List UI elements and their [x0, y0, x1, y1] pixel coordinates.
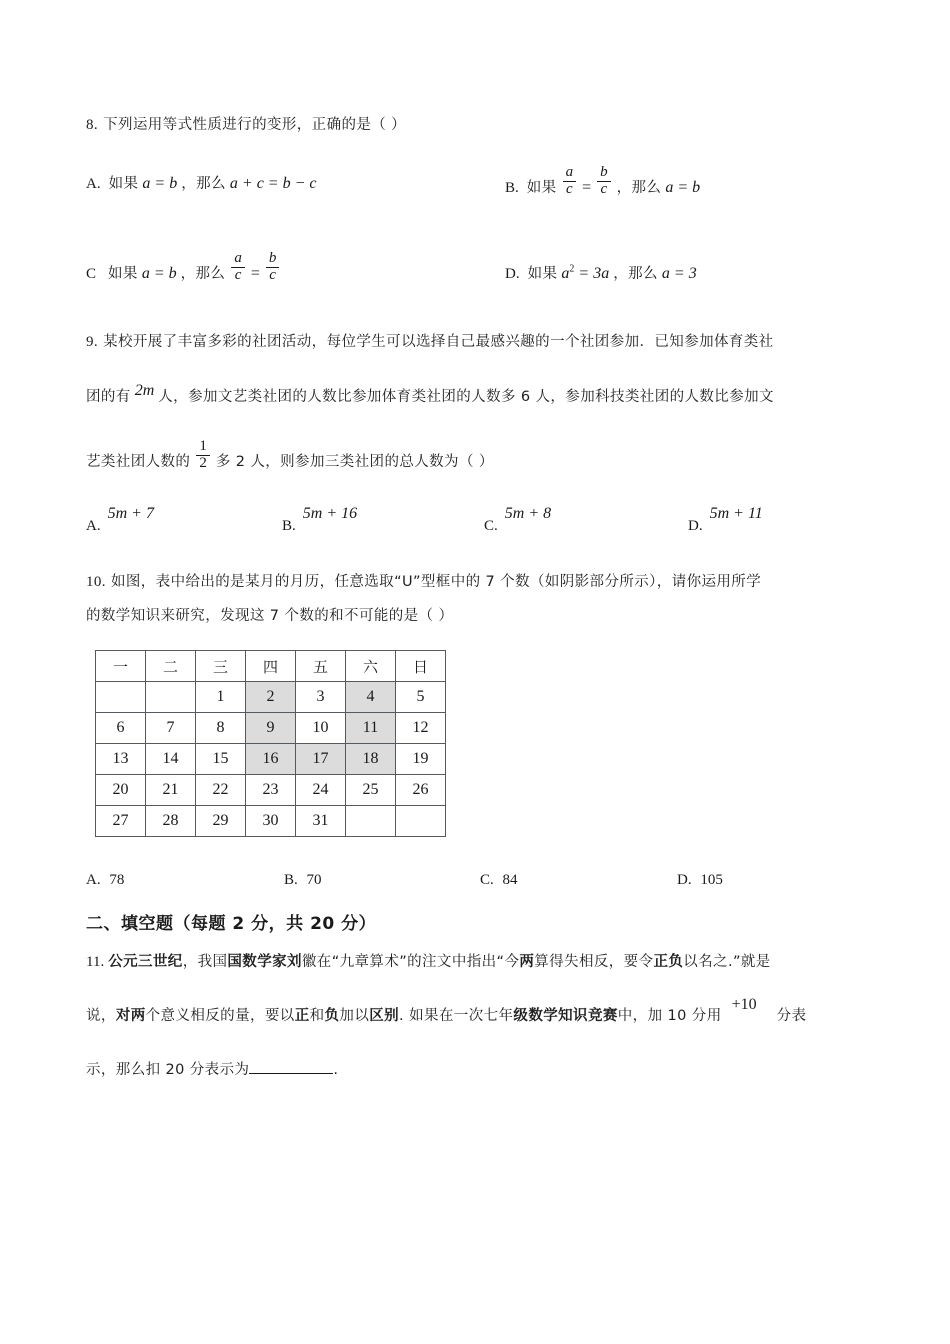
q11-text-char: 一: [453, 1008, 469, 1024]
calendar-day-cell: 28: [146, 806, 196, 837]
q9-option-c-value: 5m + 8: [504, 505, 552, 522]
q10-option-d-value: 105: [700, 872, 723, 888]
option-a-expr2: a + c = b − c: [229, 175, 317, 192]
q10-option-a-label: A.: [86, 872, 101, 888]
calendar-row: [96, 775, 446, 806]
option-b-denominator-2: c: [600, 180, 608, 197]
q9-option-b-value: 5m + 16: [302, 505, 358, 522]
question-10-number: 10.: [86, 574, 106, 590]
question-8-option-c[interactable]: [86, 249, 281, 291]
question-8-number: 8.: [86, 117, 99, 133]
calendar-day-cell-shaded: 16: [246, 744, 296, 775]
q11-text-char: 要: [264, 1008, 280, 1024]
calendar-body: [96, 651, 446, 837]
q9-option-b-label: B.: [282, 518, 296, 534]
calendar-day-cell: [96, 682, 146, 713]
q11-text-char: 竞: [587, 1008, 603, 1024]
q10-option-c-value: 84: [502, 872, 518, 888]
q11-text-char: 赛: [602, 1008, 618, 1024]
calendar-day-cell-shaded: 4: [346, 682, 396, 713]
calendar-table: [95, 650, 446, 837]
question-9-line-2-prefix: 团的有: [86, 389, 131, 405]
calendar-row: [96, 744, 446, 775]
question-9-line-1: [86, 330, 774, 351]
question-11-line-1-text: [108, 954, 770, 970]
q9-option-d-value: 5m + 11: [709, 505, 763, 522]
q11-text-char: ，: [249, 1008, 265, 1024]
q11-text-char: 负: [324, 1008, 340, 1024]
option-d-expr-base: a: [561, 265, 570, 282]
question-8-stem: [86, 113, 406, 134]
q11-text-char: 正: [294, 1008, 310, 1024]
option-b-fraction-2: [597, 165, 611, 198]
question-11-line-2-tail: 分表: [776, 1008, 807, 1024]
q11-text-char: 用: [706, 1008, 722, 1024]
calendar-day-cell: 23: [246, 775, 296, 806]
calendar-day-cell: 25: [346, 775, 396, 806]
question-9-line-2: [86, 382, 774, 406]
q11-text-char: 级: [513, 1008, 529, 1024]
q11-text-char: 如: [409, 1008, 424, 1024]
option-a-prefix: 如果: [108, 176, 139, 192]
question-8-option-b[interactable]: [505, 163, 701, 205]
calendar-row: [96, 682, 446, 713]
question-10-option-b[interactable]: [284, 872, 322, 889]
calendar-header-row: [96, 651, 446, 682]
option-b-equals: =: [582, 178, 592, 196]
question-11-value-plus-ten: +10: [731, 996, 757, 1013]
q11-text-char: 量: [235, 1008, 250, 1024]
calendar-day-cell: 15: [196, 744, 246, 775]
q9-option-c-label: C.: [484, 518, 498, 534]
section-heading-fill-in-blank: 二、填空题（每题 2 分，共 20 分）: [86, 914, 377, 934]
calendar-day-cell-shaded: 2: [246, 682, 296, 713]
calendar-header-cell: 日: [396, 651, 446, 682]
q11-text-char: 相: [190, 1008, 206, 1024]
option-c-denominator-1: c: [234, 266, 242, 283]
q11-text-char: .: [399, 1008, 405, 1024]
question-10-option-a[interactable]: [86, 872, 124, 889]
question-9-option-a[interactable]: [86, 505, 154, 534]
q11-text-run: 以名之.”就是: [683, 954, 771, 970]
calendar-day-cell: 30: [246, 806, 296, 837]
q11-text-char: ，: [632, 1008, 648, 1024]
calendar-day-cell-shaded: 18: [346, 744, 396, 775]
q11-text-char: 年: [498, 1008, 514, 1024]
question-9-fraction-denominator: 2: [199, 454, 207, 471]
calendar-day-cell: 19: [396, 744, 446, 775]
option-d-expr2: a = 3: [661, 265, 697, 282]
calendar-day-cell-shaded: 11: [346, 713, 396, 744]
q9-option-a-label: A.: [86, 518, 101, 534]
q11-text-char: 中: [617, 1008, 633, 1024]
option-c-prefix: 如果: [108, 265, 138, 282]
question-11-line-2-text: [86, 1008, 722, 1024]
calendar-day-cell-shaded: 17: [296, 744, 346, 775]
q11-text-char: 1: [667, 1008, 678, 1024]
q9-option-d-label: D.: [688, 518, 703, 534]
question-9-line-3-rest: 多 2 人，则参加三类社团的总人数为（ ）: [215, 453, 494, 470]
option-b-denominator-1: c: [565, 180, 573, 197]
q10-option-a-value: 78: [109, 872, 125, 888]
q11-text-char: 知: [558, 1008, 574, 1024]
q11-text-run: 正负: [653, 954, 684, 970]
q11-text-char: 说: [86, 1008, 101, 1024]
calendar-header-cell: 一: [96, 651, 146, 682]
calendar-day-cell: 7: [146, 713, 196, 744]
question-11-number: 11.: [86, 954, 105, 970]
calendar-day-cell: 6: [96, 713, 146, 744]
q11-text-char: 意: [160, 1008, 176, 1024]
option-a-mid: ，那么: [181, 176, 226, 192]
q11-text-run: ，我国: [182, 954, 228, 970]
option-d-exponent: 2: [569, 263, 575, 275]
option-d-expr-rest: = 3a: [578, 265, 610, 282]
question-9-number: 9.: [86, 334, 99, 350]
q11-text-char: 学: [543, 1008, 559, 1024]
option-c-numerator-2: b: [266, 251, 280, 268]
q11-text-char: 和: [309, 1008, 325, 1024]
option-b-mid: ，那么: [616, 179, 662, 196]
question-9-line-2-rest: 人，参加文艺类社团的人数比参加体育类社团的人数多 6 人，参加科技类社团的人数比参加文: [158, 389, 774, 405]
calendar-day-cell: 20: [96, 775, 146, 806]
q11-text-char: 识: [573, 1008, 588, 1024]
question-9-option-b[interactable]: [282, 505, 358, 534]
option-d-mid: ，那么: [613, 266, 658, 282]
q11-text-char: 加: [339, 1008, 355, 1024]
question-9-line-3-prefix: 艺类社团人数的: [86, 453, 191, 470]
q11-text-run: 两: [519, 954, 535, 970]
question-9-fraction-half: [196, 439, 210, 472]
question-10-option-d[interactable]: [677, 872, 723, 889]
q10-option-b-label: B.: [284, 872, 298, 888]
question-9-fraction-numerator: 1: [196, 439, 210, 456]
q11-text-run: 算得失相反，要令: [534, 954, 654, 970]
calendar-day-cell: 27: [96, 806, 146, 837]
calendar-day-cell: 26: [396, 775, 446, 806]
option-c-denominator-2: c: [269, 266, 276, 283]
calendar-day-cell: 10: [296, 713, 346, 744]
calendar-day-cell: 13: [96, 744, 146, 775]
calendar-day-cell: 24: [296, 775, 346, 806]
calendar-day-cell: 31: [296, 806, 346, 837]
q11-text-run: 徽在“九章算术”的注文中指出“今: [301, 954, 520, 970]
calendar-header-cell: 五: [296, 651, 346, 682]
calendar-day-cell: 1: [196, 682, 246, 713]
option-d-label: D.: [505, 266, 520, 282]
q10-option-c-label: C.: [480, 872, 494, 888]
question-10-option-c[interactable]: [480, 872, 518, 889]
q11-text-char: 个: [145, 1008, 161, 1024]
q11-text-char: 果: [423, 1008, 439, 1024]
calendar-day-cell: 8: [196, 713, 246, 744]
q11-text-char: 加: [647, 1008, 663, 1024]
q9-option-a-value: 5m + 7: [107, 505, 154, 522]
calendar-day-cell: [396, 806, 446, 837]
q11-text-char: 以: [354, 1008, 370, 1024]
calendar-day-cell: 14: [146, 744, 196, 775]
answer-blank[interactable]: [249, 1059, 333, 1074]
question-11-line-1: [86, 950, 771, 971]
calendar-header-cell: 六: [346, 651, 396, 682]
q11-text-char: 的: [220, 1008, 236, 1024]
question-9-option-c[interactable]: [484, 505, 552, 534]
calendar-header-cell: 二: [146, 651, 196, 682]
calendar-day-cell: 3: [296, 682, 346, 713]
option-c-fraction-1: [231, 251, 245, 284]
question-9-line-3: [86, 437, 494, 479]
q11-text-char: ，: [100, 1008, 116, 1024]
question-10-line-1-text: 如图，表中给出的是某月的月历，任意选取“U”型框中的 7 个数（如阴影部分所示），请你运用所学: [110, 574, 762, 590]
q11-text-char: 两: [130, 1008, 146, 1024]
question-11-line-3-tail: .: [333, 1062, 339, 1078]
calendar-header-cell: 四: [246, 651, 296, 682]
question-9-line-1-text: 某校开展了丰富多彩的社团活动，每位学生可以选择自己最感兴趣的一个社团参加．已知参加体育类社: [103, 334, 774, 350]
question-11-line-3-text: 示，那么扣 20 分表示为: [86, 1062, 250, 1078]
option-c-mid: ，那么: [180, 265, 226, 282]
calendar-day-cell: [146, 682, 196, 713]
question-8-option-a[interactable]: [86, 172, 317, 193]
option-b-numerator-2: b: [597, 165, 611, 182]
option-b-fraction-1: [563, 165, 577, 198]
option-b-label: B.: [505, 179, 519, 196]
question-10-line-2-text: 的数学知识来研究，发现这 7 个数的和不可能的是（ ）: [86, 608, 454, 624]
calendar-row: [96, 713, 446, 744]
question-9-option-d[interactable]: [688, 505, 763, 534]
question-8-stem-text: 下列运用等式性质进行的变形，正确的是（ ）: [103, 117, 407, 133]
option-c-equals: =: [250, 264, 260, 282]
q10-option-b-value: 70: [306, 872, 322, 888]
question-11-line-3: [86, 1058, 338, 1079]
q11-text-char: 以: [279, 1008, 295, 1024]
option-a-label: A.: [86, 176, 101, 192]
q11-text-char: 次: [468, 1008, 484, 1024]
q11-text-char: 区: [369, 1008, 385, 1024]
q11-text-char: 对: [115, 1008, 131, 1024]
question-8-option-d[interactable]: [505, 262, 697, 283]
calendar-day-cell: 12: [396, 713, 446, 744]
q11-text-char: 义: [175, 1008, 191, 1024]
option-b-numerator-1: a: [563, 165, 577, 182]
option-c-expr: a = b: [141, 264, 177, 282]
calendar-day-cell: 21: [146, 775, 196, 806]
option-a-expr: a = b: [142, 175, 178, 192]
q11-text-char: 七: [483, 1008, 499, 1024]
option-c-label: C: [86, 265, 97, 282]
calendar-day-cell: 22: [196, 775, 246, 806]
option-d-prefix: 如果: [527, 266, 558, 282]
question-10-line-1: [86, 570, 761, 591]
question-10-line-2: [86, 604, 453, 625]
calendar-day-cell: [346, 806, 396, 837]
q11-text-char: 在: [438, 1008, 454, 1024]
option-b-prefix: 如果: [526, 179, 557, 196]
calendar-day-cell: 29: [196, 806, 246, 837]
option-b-expr2: a = b: [665, 178, 701, 196]
q10-option-d-label: D.: [677, 872, 692, 888]
question-11-line-2: [86, 996, 807, 1025]
calendar-row: [96, 806, 446, 837]
q11-text-char: 分: [691, 1008, 707, 1024]
q11-text-run: 国数学家刘: [227, 954, 302, 970]
q11-text-run: 公元三世纪: [108, 954, 183, 970]
option-c-numerator-1: a: [231, 251, 245, 268]
q11-text-char: 0: [677, 1008, 687, 1024]
q11-text-char: 反: [205, 1008, 221, 1024]
calendar-day-cell-shaded: 9: [246, 713, 296, 744]
question-9-variable-2m: 2m: [134, 382, 155, 399]
calendar-header-cell: 三: [196, 651, 246, 682]
q11-text-char: 数: [528, 1008, 544, 1024]
calendar-day-cell: 5: [396, 682, 446, 713]
option-c-fraction-2: [266, 251, 280, 284]
q11-text-char: 别: [384, 1008, 400, 1024]
